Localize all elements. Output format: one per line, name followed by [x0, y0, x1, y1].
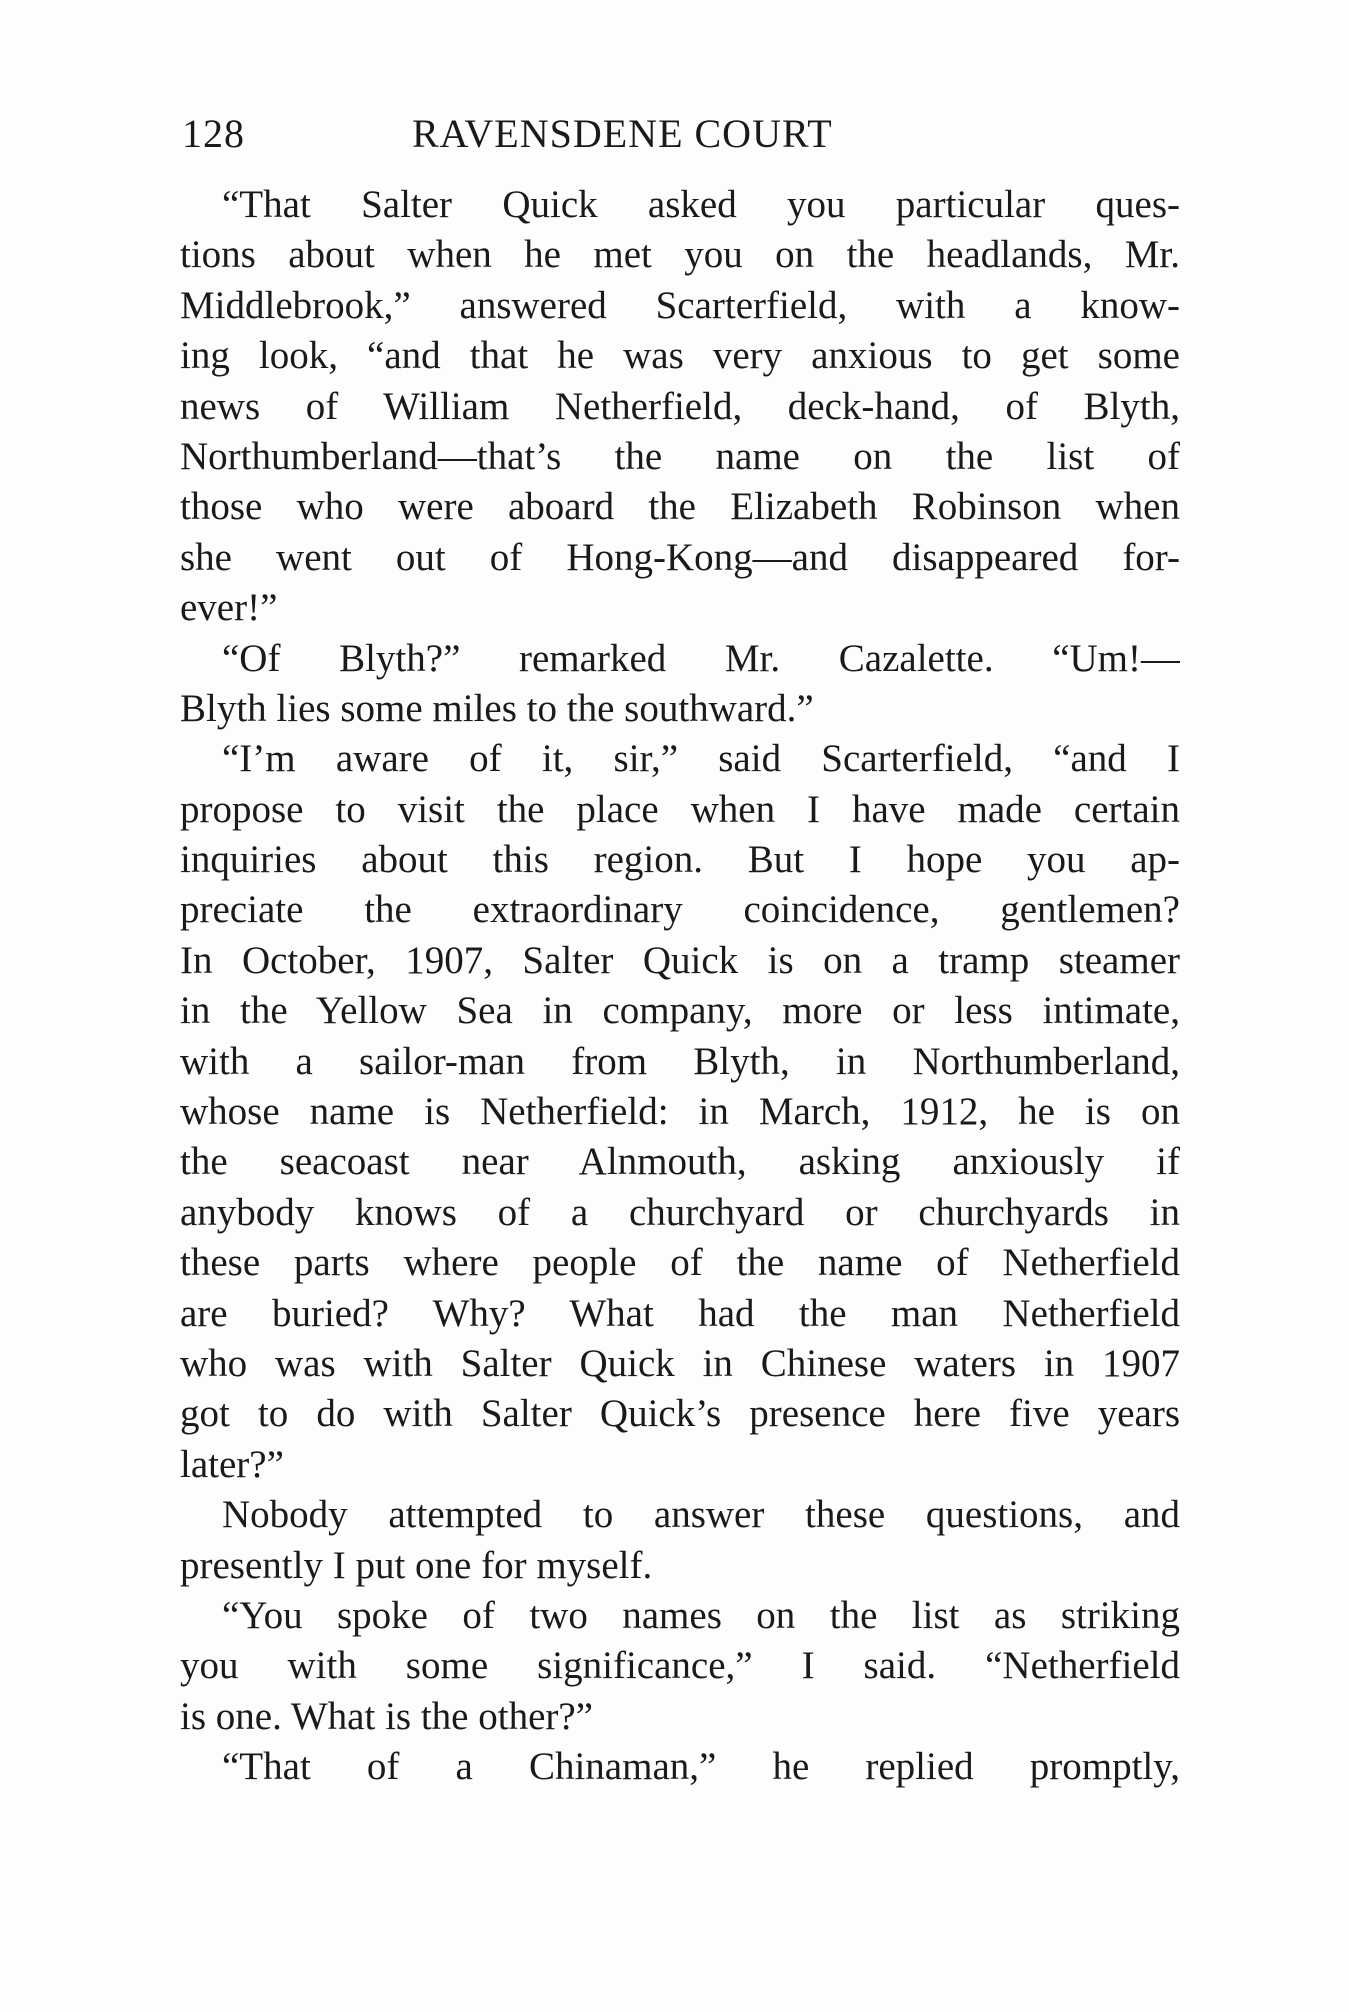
text-line: is one. What is the other?” [180, 1694, 593, 1738]
text-line: these parts where people of the name of Netherfield [180, 1241, 1180, 1285]
text-line: anybody knows of a churchyard or churchyards in [180, 1190, 1180, 1234]
text-line: those who were aboard the Elizabeth Robinson when [180, 485, 1180, 529]
text-line: “That of a Chinaman,” he replied promptly, [222, 1745, 1180, 1789]
text-line: propose to visit the place when I have made certain [180, 787, 1180, 831]
text-line: tions about when he met you on the headlands, Mr. [180, 233, 1180, 277]
text-line: with a sailor-man from Blyth, in Northumberland, [180, 1039, 1180, 1083]
text-line: “You spoke of two names on the list as striking [222, 1593, 1180, 1637]
text-line: inquiries about this region. But I hope you ap- [180, 838, 1180, 882]
text-line: Northumberland—that’s the name on the list of [180, 434, 1180, 478]
text-line: she went out of Hong-Kong—and disappeared for- [180, 535, 1180, 579]
text-line: Nobody attempted to answer these questions, and [222, 1493, 1180, 1537]
text-line: ing look, “and that he was very anxious to get some [180, 334, 1180, 378]
text-line: In October, 1907, Salter Quick is on a tramp steamer [180, 938, 1180, 982]
text-line: in the Yellow Sea in company, more or less intimate, [180, 989, 1180, 1033]
text-line: are buried? Why? What had the man Netherfield [180, 1291, 1180, 1335]
text-line: “That Salter Quick asked you particular ques- [222, 183, 1180, 226]
text-line: presently I put one for myself. [180, 1543, 653, 1587]
text-line: later?” [180, 1442, 284, 1486]
text-line: news of William Netherfield, deck-hand, of Blyth, [180, 384, 1180, 428]
text-line: whose name is Netherfield: in March, 1912, he is on [180, 1090, 1180, 1134]
text-line: got to do with Salter Quick’s presence here five years [180, 1392, 1180, 1436]
running-title: RAVENSDENE COURT [412, 111, 833, 156]
text-line: “I’m aware of it, sir,” said Scarterfield, “and I [222, 737, 1180, 781]
page-header [182, 110, 1182, 170]
text-line: Middlebrook,” answered Scarterfield, with a know- [180, 283, 1180, 327]
text-line: who was with Salter Quick in Chinese waters in 1907 [180, 1341, 1180, 1385]
text-line: you with some significance,” I said. “Netherfield [180, 1644, 1180, 1688]
body-text [180, 180, 1180, 1793]
text-line: Blyth lies some miles to the southward.” [180, 686, 814, 730]
text-line: the seacoast near Alnmouth, asking anxiously if [180, 1140, 1180, 1184]
text-line: “Of Blyth?” remarked Mr. Cazalette. “Um!— [222, 636, 1180, 680]
text-line: ever!” [180, 586, 278, 630]
text-line: preciate the extraordinary coincidence, gentlemen? [180, 888, 1180, 932]
page-number: 128 [182, 111, 245, 156]
